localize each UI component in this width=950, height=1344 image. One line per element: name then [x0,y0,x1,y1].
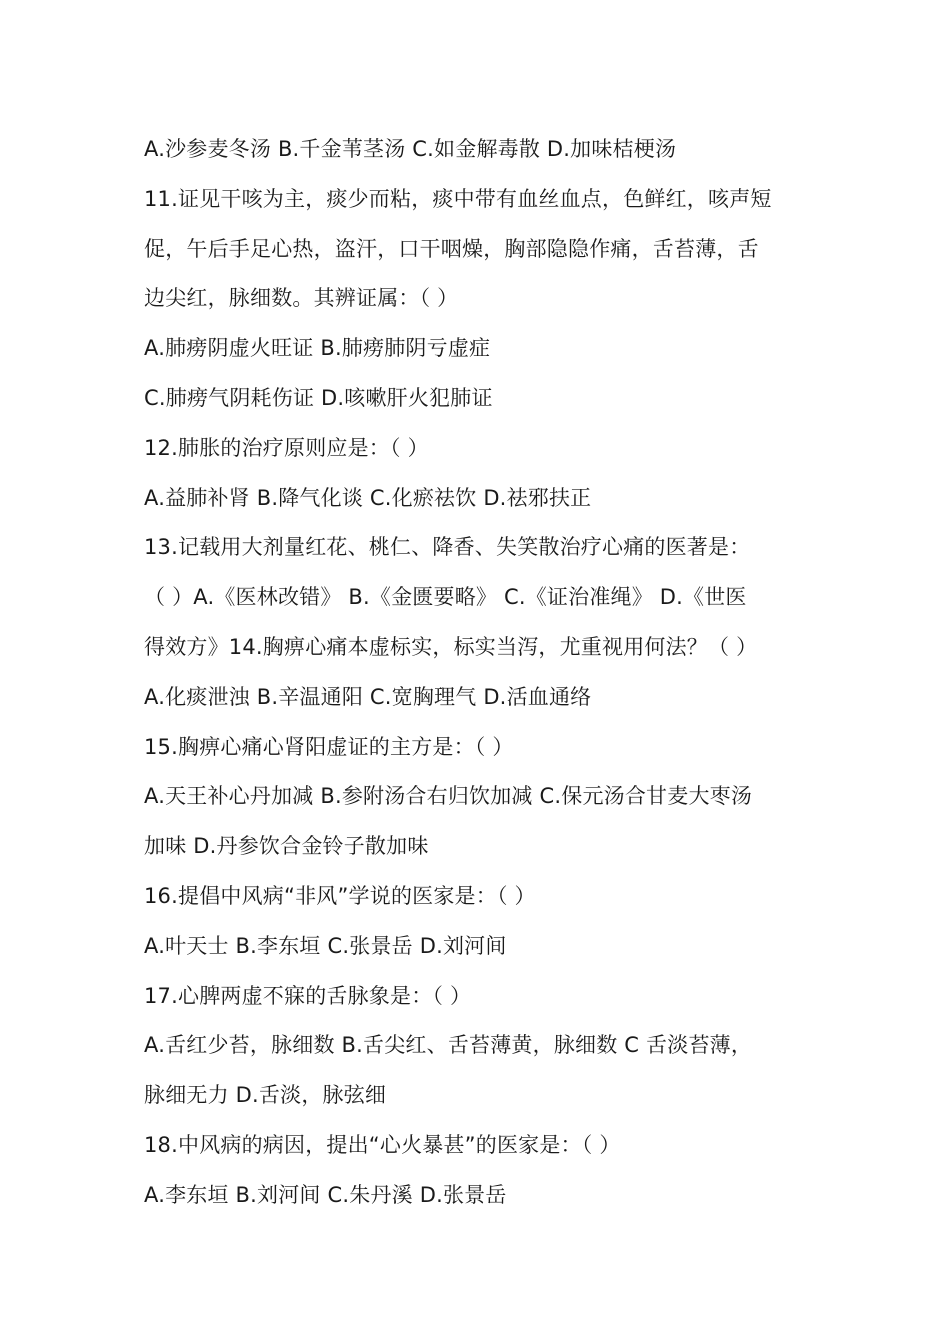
question-16: 16.提倡中风病“非风”学说的医家是：（ ） [144,883,536,908]
document-body [144,125,814,1221]
question-15: 15.胸痹心痛心肾阳虚证的主方是：（ ） [144,734,514,759]
question-18: 18.中风病的病因，提出“心火暴甚”的医家是：（ ） [144,1132,621,1157]
answer-options-q16: A.叶天士 B.李东垣 C.张景岳 D.刘河间 [144,933,507,958]
answer-options-q10: A.沙参麦冬汤 B.千金苇茎汤 C.如金解毒散 D.加味桔梗汤 [144,137,677,161]
answer-options-q11-a-b: A.肺痨阴虚火旺证 B.肺痨肺阴亏虚症 [144,336,491,361]
answer-options-q17-line-2: 脉细无力 D.舌淡，脉弦细 [144,1083,387,1108]
answer-options-q14: A.化痰泄浊 B.辛温通阳 C.宽胸理气 D.活血通络 [144,684,592,709]
question-11-line-3: 边尖红，脉细数。其辨证属：（ ） [144,286,459,311]
answer-options-q12: A.益肺补肾 B.降气化谈 C.化瘀祛饮 D.祛邪扶正 [144,485,592,510]
question-13-14-line: 得效方》14.胸痹心痛本虚标实，标实当泻，尤重视用何法？（ ） [144,634,758,659]
question-13-line-2: （ ）A.《医林改错》 B.《金匮要略》 C.《证治准绳》 D.《世医 [144,585,747,610]
answer-options-q15-line-2: 加味 D.丹参饮合金铃子散加味 [144,834,429,859]
question-17: 17.心脾两虚不寐的舌脉象是：（ ） [144,983,472,1008]
answer-options-q15-line-1: A.天王补心丹加减 B.参附汤合右归饮加减 C.保元汤合甘麦大枣汤 [144,784,753,809]
question-11-line-1: 11.证见干咳为主，痰少而粘，痰中带有血丝血点，色鲜红，咳声短 [144,186,772,211]
question-13-line-1: 13.记载用大剂量红花、桃仁、降香、失笑散治疗心痛的医著是： [144,535,751,560]
question-11-line-2: 促，午后手足心热，盗汗，口干咽燥，胸部隐隐作痛，舌苔薄，舌 [144,236,759,261]
answer-options-q17-line-1: A.舌红少苔，脉细数 B.舌尖红、舌苔薄黄，脉细数 C 舌淡苔薄， [144,1033,753,1058]
answer-options-q11-c-d: C.肺痨气阴耗伤证 D.咳嗽肝火犯肺证 [144,385,493,410]
question-12: 12.肺胀的治疗原则应是：（ ） [144,435,429,460]
answer-options-q18: A.李东垣 B.刘河间 C.朱丹溪 D.张景岳 [144,1182,507,1207]
